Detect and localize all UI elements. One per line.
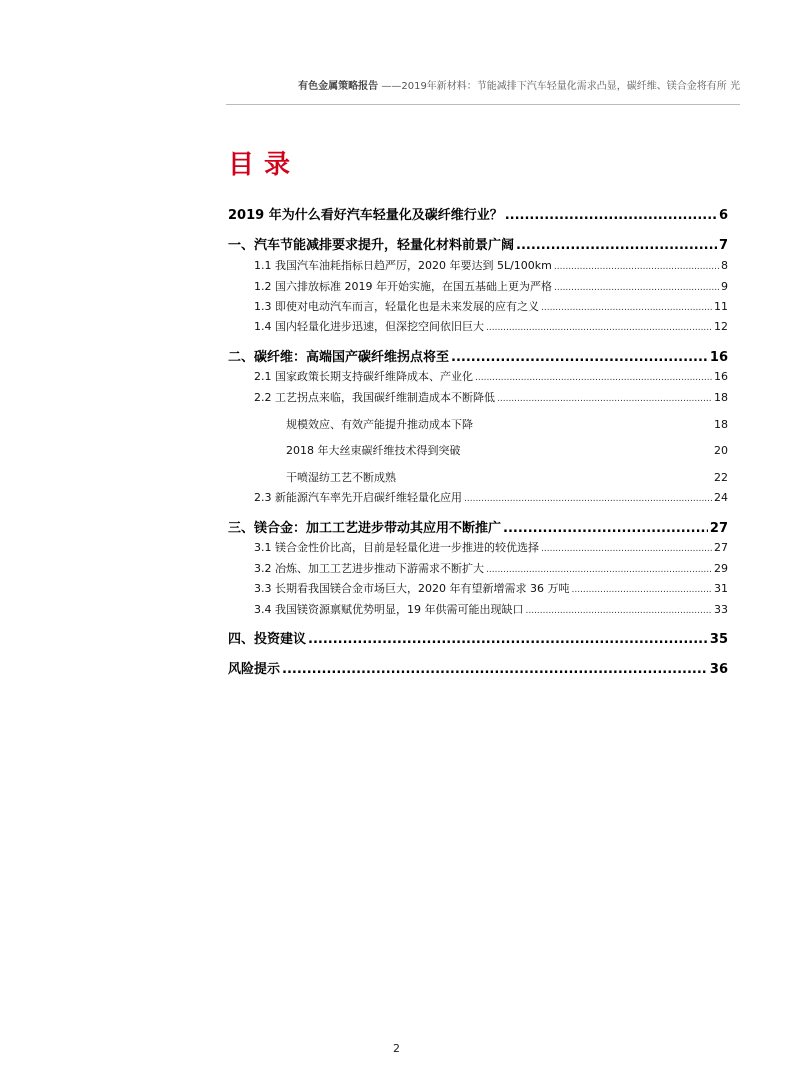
toc-entry-section-1[interactable]: 一、汽车节能减排要求提升，轻量化材料前景广阔 ..... 7 (228, 234, 728, 253)
toc-entry-2-1[interactable]: 2.1 国家政策长期支持碳纤维降成本、产业化 ..... 16 (254, 368, 728, 384)
toc-entry-1-1[interactable]: 1.1 我国汽车油耗指标日趋严厉，2020 年要达到 5L/100km ..... 8 (254, 257, 728, 273)
header-brand: 有色金属策略报告 (298, 81, 379, 92)
page-number: 2 (393, 1042, 400, 1055)
toc-entry-1-3[interactable]: 1.3 即使对电动汽车而言，轻量化也是未来发展的应有之义 ..... 11 (254, 298, 728, 314)
toc-entry-3-1[interactable]: 3.1 镁合金性价比高，目前是轻量化进一步推进的较优选择 ..... 27 (254, 539, 728, 555)
toc-entry-3-4[interactable]: 3.4 我国镁资源禀赋优势明显，19 年供需可能出现缺口 ..... 33 (254, 601, 728, 617)
toc-entry-section-3[interactable]: 三、镁合金：加工工艺进步带动其应用不断推广 ..... 27 (228, 517, 728, 536)
toc-entry-section-2[interactable]: 二、碳纤维：高端国产碳纤维拐点将至 ..... 16 (228, 346, 728, 365)
toc-entry-3-3[interactable]: 3.3 长期看我国镁合金市场巨大，2020 年有望新增需求 36 万吨 ..... 31 (254, 580, 728, 596)
header-divider (226, 104, 740, 105)
toc-entry-section-5[interactable]: 风险提示 ..... 36 (228, 658, 728, 677)
toc-entry-1-2[interactable]: 1.2 国六排放标准 2019 年开始实施，在国五基础上更为严格 ..... 9 (254, 278, 728, 294)
header-title: ——2019年新材料：节能减排下汽车轻量化需求凸显，碳纤维、镁合金将有所 光 (381, 81, 740, 92)
report-header (200, 80, 740, 102)
toc-entry-2-3[interactable]: 2.3 新能源汽车率先开启碳纤维轻量化应用 ..... 24 (254, 489, 728, 505)
toc-entry-2-2-b[interactable]: 2018 年大丝束碳纤维技术得到突破 20 (286, 444, 728, 457)
toc-entry-2-2-a[interactable]: 规模效应、有效产能提升推动成本下降 18 (286, 418, 728, 431)
toc-title: 目录 (228, 150, 301, 180)
toc-entry-2-2[interactable]: 2.2 工艺拐点来临，我国碳纤维制造成本不断降低 ..... 18 (254, 389, 728, 405)
toc-entry-heading[interactable]: 2019 年为什么看好汽车轻量化及碳纤维行业？ ..... 6 (228, 204, 728, 223)
toc-entry-3-2[interactable]: 3.2 冶炼、加工工艺进步推动下游需求不断扩大 ..... 29 (254, 560, 728, 576)
toc-entry-2-2-c[interactable]: 干喷湿纺工艺不断成熟 22 (286, 471, 728, 484)
toc-entry-section-4[interactable]: 四、投资建议 ..... 35 (228, 628, 728, 647)
toc-entry-1-4[interactable]: 1.4 国内轻量化进步迅速，但深挖空间依旧巨大 ..... 12 (254, 318, 728, 334)
